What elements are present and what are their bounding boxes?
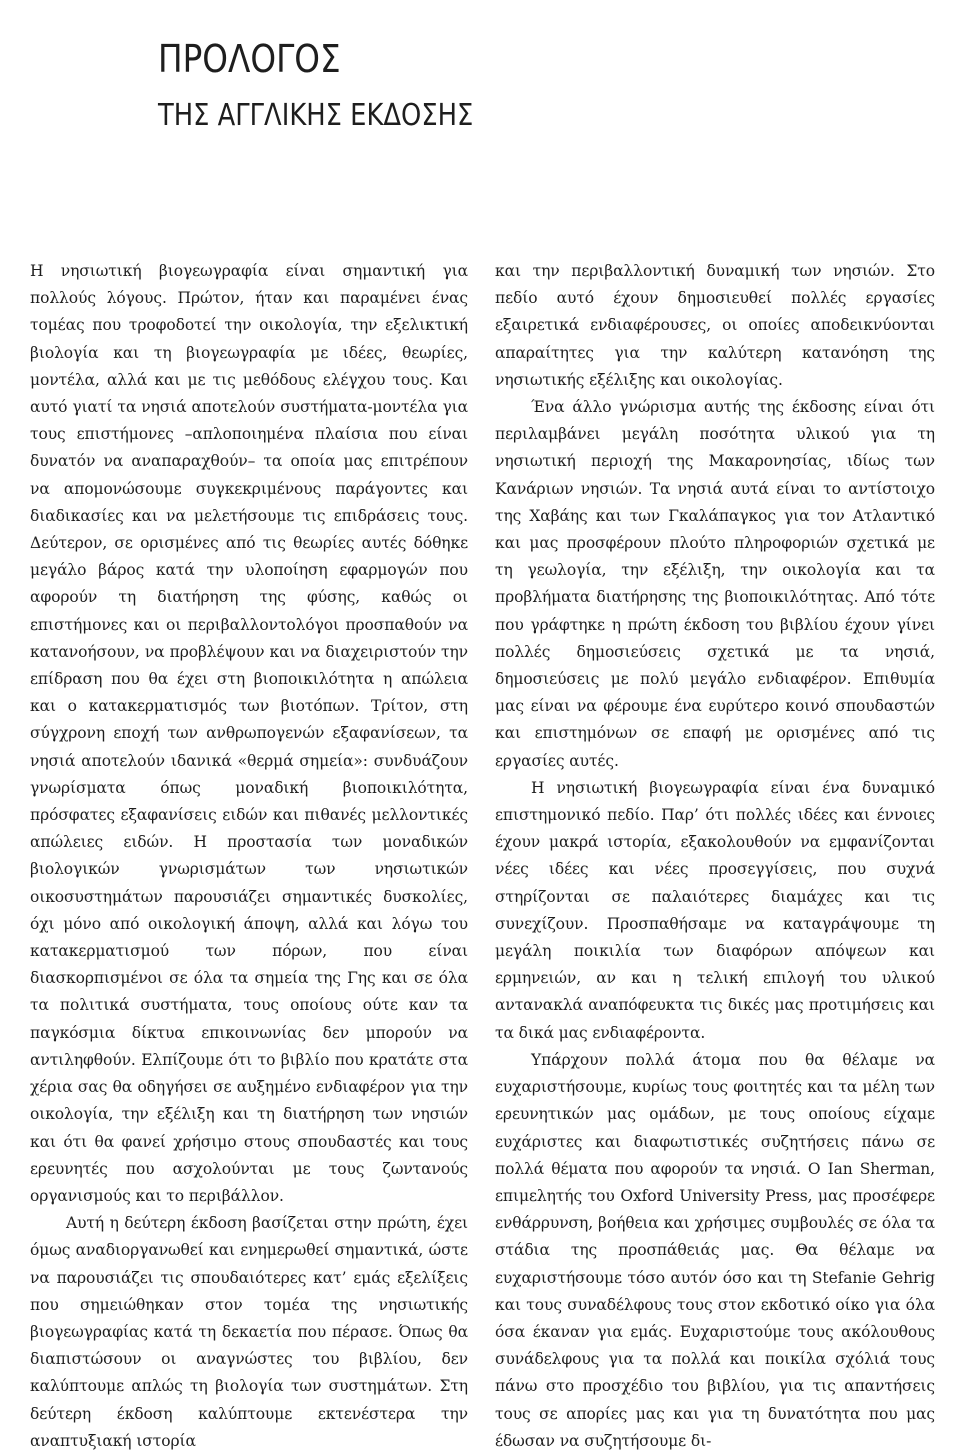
- paragraph: Αυτή η δεύτερη έκδοση βασίζεται στην πρώτη, έχει όμως αναδιοργανωθεί και ενημερωθεί σημαντικά, ώστε να παρουσιάζει τις σπουδαιότερες κατ’ εμάς εξελίξεις που σημειώθηκαν στον τομέα της νησιωτικής βιογεωγραφίας κατά τη δεκαετία που πέρασε. Όπως θα διαπιστώσουν οι αναγνώστες του βιβλίου, δεν καλύπτουμε απλώς τη βιολογία των συστημάτων. Στη δεύτερη έκδοση καλύπτουμε εκτενέστερα την αναπτυξιακή ιστορία: [30, 1214, 468, 1450]
- right-text-column: [495, 258, 935, 1455]
- page-title: ΠΡΟΛΟΓΟΣ: [158, 37, 341, 81]
- left-text-column: [30, 258, 468, 1455]
- paragraph: Υπάρχουν πολλά άτομα που θα θέλαμε να ευχαριστήσουμε, κυρίως τους φοιτητές και τα μέλη των ερευνητικών μας ομάδων, με τους οποίους είχαμε ευχάριστες και διαφωτιστικές συζητήσεις πάνω σε πολλά θέματα που αφορούν τα νησιά. Ο Ian Sherman, επιμελητής του Oxford University Press, μας προσέφερε ενθάρρυνση, βοήθεια και χρήσιμες συμβουλές σε όλα τα στάδια της προσπάθειάς μας. Θα θέλαμε να ευχαριστήσουμε τόσο αυτόν όσο και τη Stefanie Gehrig και τους συναδέλφους τους στον εκδοτικό οίκο για όλα όσα έκαναν για εμάς. Ευχαριστούμε τους ακόλουθους συνάδελφους για τα πολλά και ποικίλα σχόλιά τους πάνω στο προσχέδιο του βιβλίου, για τις απαντήσεις τους σε απορίες μας και για τη δυνατότητα που μας έδωσαν να συζητήσουμε δι-: [495, 1050, 935, 1450]
- paragraph: και την περιβαλλοντική δυναμική των νησιών. Στο πεδίο αυτό έχουν δημοσιευθεί πολλές εργασίες εξαιρετικά ενδιαφέρουσες, οι οποίες αποδεικνύονται απαραίτητες για την καλύτερη κατανόηση της νησιωτικής εξέλιξης και οικολογίας.: [495, 262, 935, 389]
- page-header: [158, 34, 525, 136]
- paragraph: Η νησιωτική βιογεωγραφία είναι ένα δυναμικό επιστημονικό πεδίο. Παρ’ ότι πολλές ιδέες και έννοιες έχουν μακρά ιστορία, εξακολουθούν να εμφανίζονται νέες ιδέες και νέες προσεγγίσεις, που συχνά στηρίζονται σε παλαιότερες διαμάχες και τις συνεχίζουν. Προσπαθήσαμε να καταγράψουμε τη μεγάλη ποικιλία των διαφόρων απόψεων και ερμηνειών, αν και η τελική επιλογή του υλικού αντανακλά αναπόφευκτα τις δικές μας προτιμήσεις και τα δικά μας ενδιαφέροντα.: [495, 778, 935, 1042]
- page-subtitle: ΤΗΣ ΑΓΓΛΙΚΗΣ ΕΚΔΟΣΗΣ: [158, 98, 474, 133]
- paragraph: Η νησιωτική βιογεωγραφία είναι σημαντική για πολλούς λόγους. Πρώτον, ήταν και παραμένει ένας τομέας που τροφοδοτεί την οικολογία, την εξελικτική βιολογία και τη βιογεωγραφία με ιδέες, θεωρίες, μοντέλα, αλλά και με τις μεθόδους ελέγχου τους. Και αυτό γιατί τα νησιά αποτελούν συστήματα-μοντέλα για τους επιστήμονες –απλοποιημένα πλαίσια που είναι δυνατόν να αναπαραχθούν– τα οποία μας επιτρέπουν να απομονώσουμε συγκεκριμένους παράγοντες και διαδικασίες και να μελετήσουμε τις επιδράσεις τους. Δεύτερον, σε ορισμένες από τις θεωρίες αυτές δόθηκε μεγάλο βάρος κατά την υλοποίηση εφαρμογών που αφορούν τη διατήρηση της φύσης, καθώς οι επιστήμονες και οι περιβαλλοντολόγοι προσπαθούν να κατανοήσουν, να προβλέψουν και να διαχειριστούν την επίδραση που θα έχει στη βιοποικιλότητα η απώλεια και ο κατακερματισμός των βιοτόπων. Τρίτον, στη σύγχρονη εποχή των ανθρωπογενών εξαφανίσεων, τα νησιά αποτελούν ιδανικά «θερμά σημεία»: συνδυάζουν γνωρίσματα όπως μοναδική βιοποικιλότητα, πρόσφατες εξαφανίσεις ειδών και πιθανές μελλοντικές απώλειες ειδών. Η προστασία των μοναδικών βιολογικών γνωρισμάτων των νησιωτικών οικοσυστημάτων παρουσιάζει σημαντικές δυσκολίες, όχι μόνο από οικολογική άποψη, αλλά και λόγω του κατακερματισμού των πόρων, που είναι διασκορπισμένοι σε όλα τα σημεία της Γης και σε όλα τα πολιτικά συστήματα, τους οποίους ούτε καν τα παγκόσμια δίκτυα επικοινωνίας δεν μπορούν να αντιληφθούν. Ελπίζουμε ότι το βιβλίο που κρατάτε στα χέρια σας θα οδηγήσει σε αυξημένο ενδιαφέρον για την οικολογία, την εξέλιξη και τη διατήρηση των νησιών και ότι θα φανεί χρήσιμο στους σπουδαστές και τους ερευνητές που ασχολούνται με τους ζωντανούς οργανισμούς και το περιβάλλον.: [30, 262, 468, 1205]
- paragraph: Ένα άλλο γνώρισμα αυτής της έκδοσης είναι ότι περιλαμβάνει μεγάλη ποσότητα υλικού για τη νησιωτική περιοχή της Μακαρονησίας, ιδίως των Κανάριων νησιών. Τα νησιά αυτά είναι το αντίστοιχο της Χαβάης και των Γκαλάπαγκος για τον Ατλαντικό και μας προσφέρουν πλούτο πληροφοριών σχετικά με τη γεωλογία, την εξέλιξη, την οικολογία και τα προβλήματα διατήρησης της βιοποικιλότητας. Από τότε που γράφτηκε η πρώτη έκδοση του βιβλίου έχουν γίνει πολλές δημοσιεύσεις σχετικά με τα νησιά, δημοσιεύσεις με πολύ μεγάλο ενδιαφέρον. Επιθυμία μας είναι να φέρουμε ένα ευρύτερο κοινό σπουδαστών και επιστημόνων σε επαφή με ορισμένες από τις εργασίες αυτές.: [495, 398, 935, 770]
